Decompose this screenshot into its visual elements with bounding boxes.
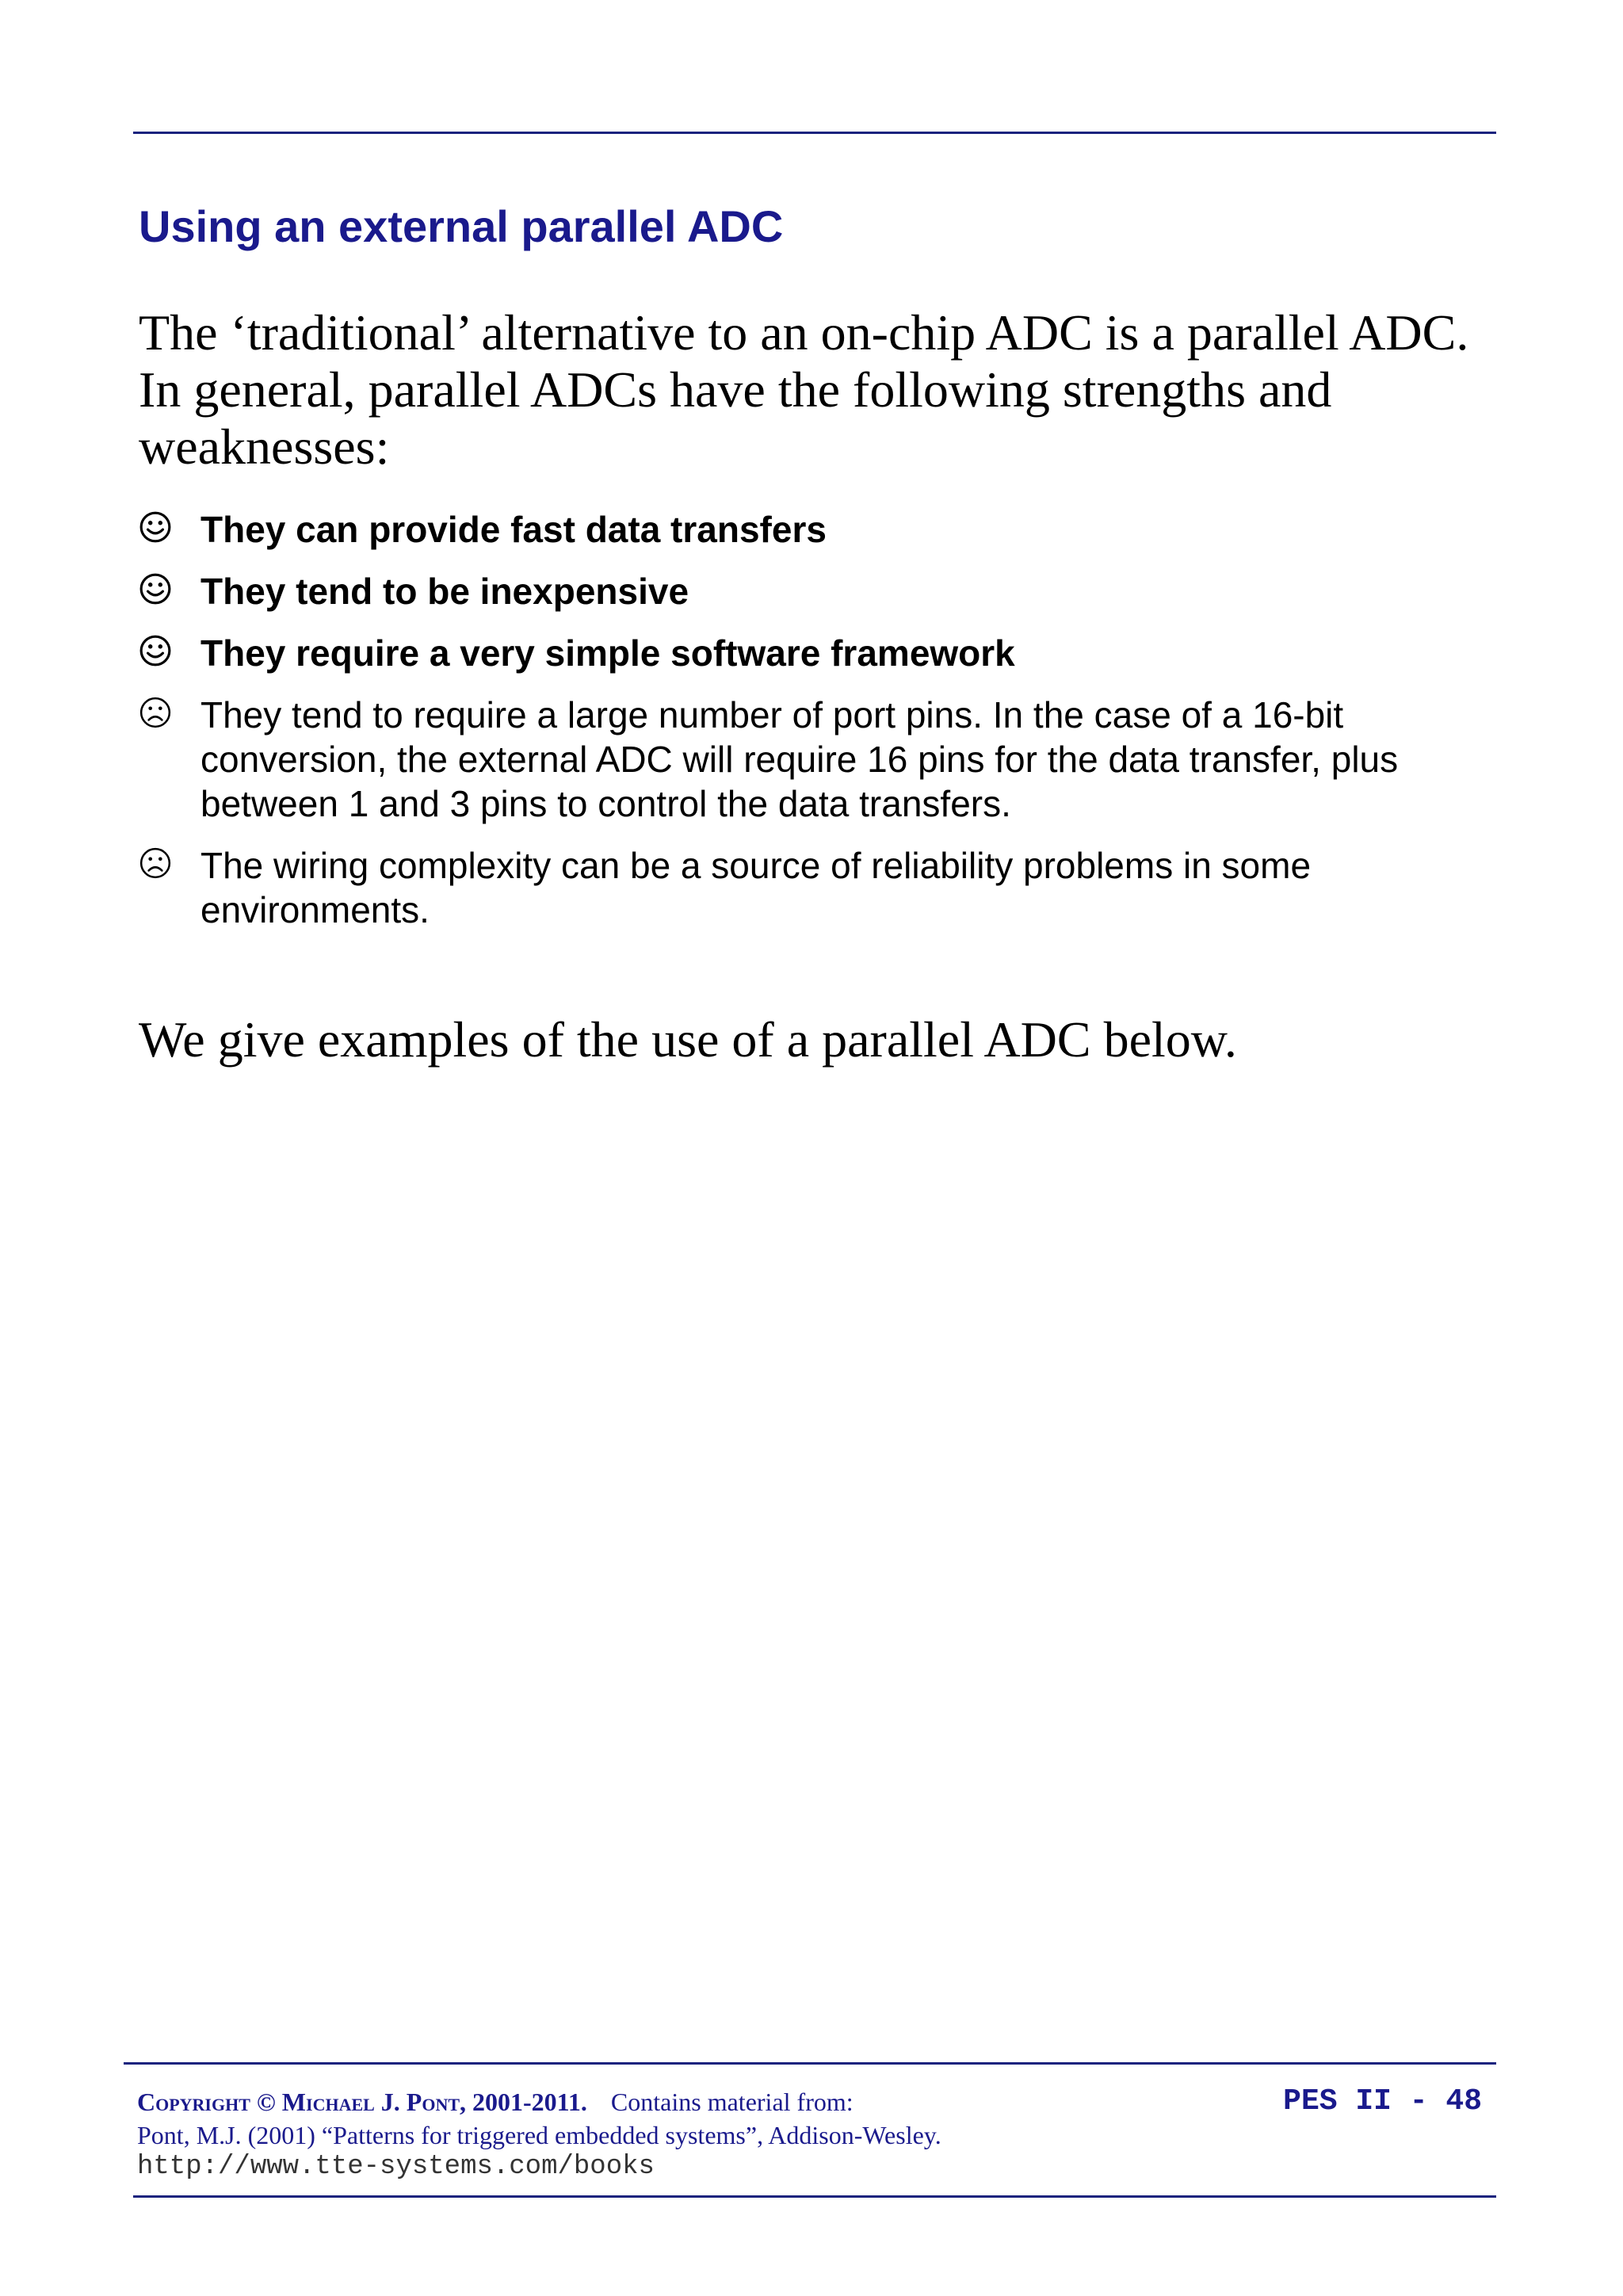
copyright-notice: Copyright © Michael J. Pont, 2001-2011. (137, 2088, 587, 2116)
footer-url: http://www.tte-systems.com/books (137, 2152, 655, 2182)
bullet-list (139, 507, 1486, 949)
list-item (139, 631, 1486, 675)
footer-citation: Pont, M.J. (2001) “Patterns for triggered embedded systems”, Addison-Wesley. (137, 2121, 941, 2149)
bullet-text: They can provide fast data transfers (200, 509, 827, 550)
smiley-face-icon (139, 634, 172, 667)
contains-material-note: Contains material from: (610, 2088, 854, 2116)
page-number: PES II - 48 (1283, 2084, 1482, 2118)
bullet-text: They tend to be inexpensive (200, 571, 689, 612)
bullet-text: They require a very simple software framework (200, 632, 1015, 674)
page-title: Using an external parallel ADC (139, 201, 784, 251)
footer-copyright (137, 2086, 854, 2118)
intro-paragraph: The ‘traditional’ alternative to an on-chip ADC is a parallel ADC. In general, parallel ADCs have the following strengths and weaknesses: (139, 304, 1469, 475)
frowning-face-icon (139, 846, 172, 880)
footer-bottom-rule (133, 2195, 1496, 2198)
bullet-text: The wiring complexity can be a source of reliability problems in some environments. (200, 845, 1312, 930)
list-item (139, 569, 1486, 613)
footer-top-rule (124, 2062, 1496, 2065)
list-item (139, 693, 1486, 826)
bullet-text: They tend to require a large number of port pins. In the case of a 16-bit conversion, the external ADC will require 16 pins for the data transfer, plus between 1 and 3 pins to control the data transfers. (200, 694, 1399, 824)
smiley-face-icon (139, 510, 172, 544)
smiley-face-icon (139, 572, 172, 606)
closing-paragraph: We give examples of the use of a parallel ADC below. (139, 1011, 1237, 1068)
frowning-face-icon (139, 696, 172, 729)
top-rule (133, 132, 1496, 134)
list-item (139, 507, 1486, 552)
list-item (139, 843, 1486, 932)
